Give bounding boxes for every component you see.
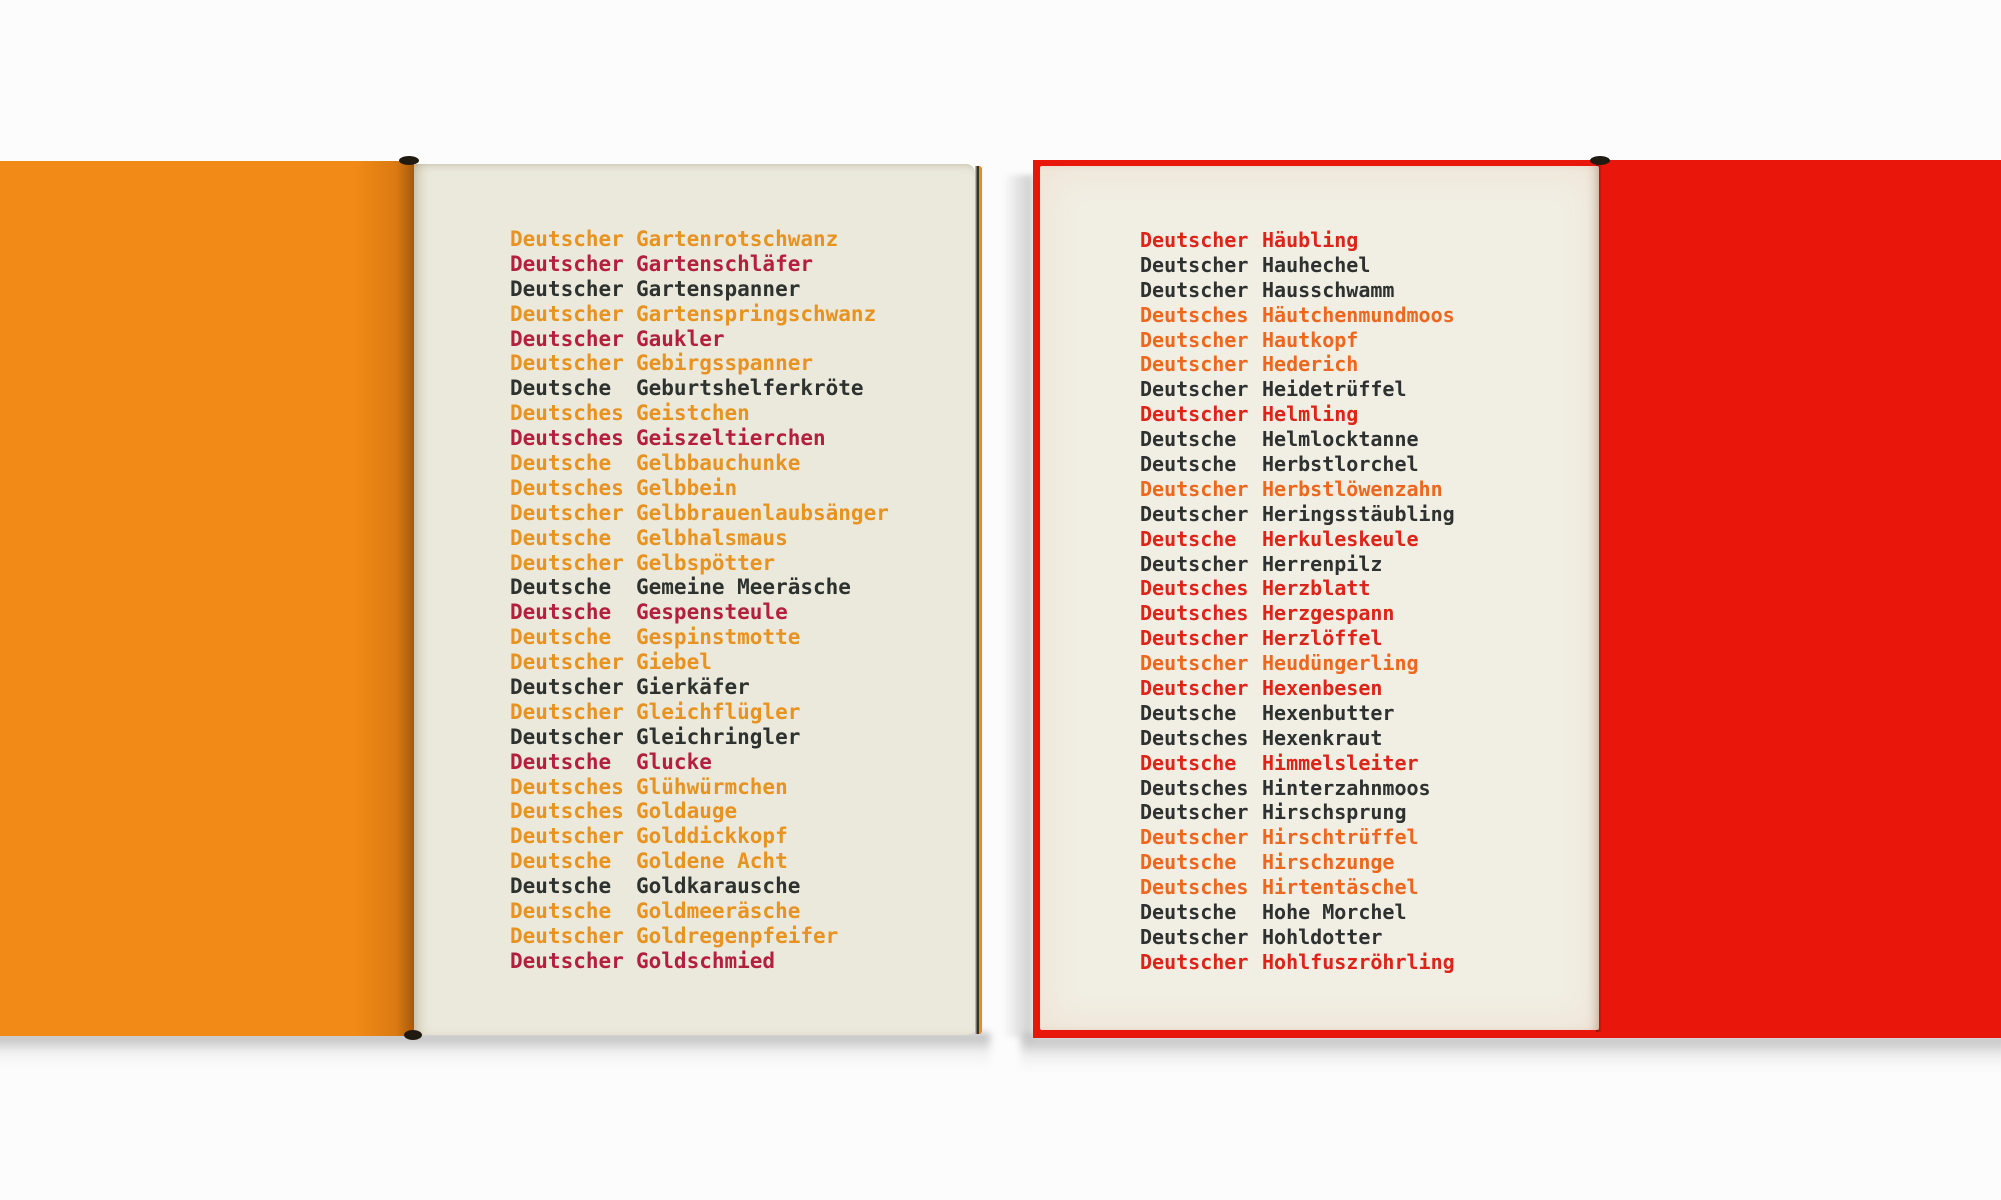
entry-name: Geburtshelferkröte bbox=[636, 376, 864, 401]
entry-article: Deutsche bbox=[1140, 526, 1237, 551]
left-book-spine-notch-top bbox=[399, 156, 419, 165]
entry-name: Glucke bbox=[636, 749, 712, 774]
entry-name: Gartenrotschwanz bbox=[636, 227, 839, 251]
list-entry bbox=[1140, 726, 1455, 751]
entry-name: Hinterzahnmoos bbox=[1262, 775, 1431, 800]
entry-name: Goldkarausche bbox=[636, 874, 801, 899]
entry-name: Hederich bbox=[1262, 352, 1359, 377]
entry-article: Deutsches bbox=[510, 426, 624, 451]
entry-article: Deutsche bbox=[510, 376, 612, 401]
entry-name: Herrenpilz bbox=[1262, 551, 1383, 576]
entry-article: Deutscher bbox=[510, 923, 624, 948]
list-entry bbox=[1140, 776, 1455, 801]
entry-article: Deutsche bbox=[1140, 850, 1237, 875]
list-entry bbox=[510, 501, 889, 526]
entry-article: Deutsches bbox=[510, 774, 624, 799]
list-entry bbox=[1140, 925, 1455, 950]
list-entry bbox=[510, 824, 889, 849]
entry-article: Deutsche bbox=[510, 525, 612, 550]
list-entry bbox=[510, 351, 889, 376]
entry-name: Gelbhalsmaus bbox=[636, 525, 788, 550]
list-entry bbox=[510, 575, 889, 600]
entry-name: Hautkopf bbox=[1262, 327, 1359, 352]
entry-article: Deutscher bbox=[1140, 377, 1249, 402]
entry-name: Herbstlöwenzahn bbox=[1262, 476, 1443, 501]
list-entry bbox=[1140, 502, 1455, 527]
entry-article: Deutscher bbox=[510, 675, 624, 700]
entry-article: Deutscher bbox=[1140, 676, 1249, 701]
list-entry bbox=[510, 401, 889, 426]
entry-name: Glühwürmchen bbox=[636, 774, 788, 799]
entry-article: Deutscher bbox=[1140, 402, 1249, 427]
entry-article: Deutscher bbox=[1140, 501, 1249, 526]
entry-article: Deutscher bbox=[510, 650, 624, 675]
list-entry bbox=[1140, 552, 1455, 577]
entry-article: Deutscher bbox=[1140, 327, 1249, 352]
list-entry bbox=[1140, 751, 1455, 776]
entry-name: Hohe Morchel bbox=[1262, 900, 1407, 925]
entry-article: Deutscher bbox=[510, 227, 624, 251]
entry-name: Helmlocktanne bbox=[1262, 427, 1419, 452]
list-entry bbox=[510, 700, 889, 725]
entry-article: Deutsche bbox=[510, 625, 612, 650]
list-entry bbox=[510, 327, 889, 352]
entry-article: Deutsches bbox=[1140, 601, 1249, 626]
left-book-spine-notch-bottom bbox=[404, 1030, 422, 1040]
entry-article: Deutsches bbox=[1140, 775, 1249, 800]
entry-name: Geiszeltierchen bbox=[636, 426, 826, 451]
entry-name: Herzlöffel bbox=[1262, 626, 1383, 651]
entry-article: Deutsche bbox=[510, 451, 612, 476]
entry-name: Gartenspringschwanz bbox=[636, 301, 877, 326]
list-entry bbox=[510, 277, 889, 302]
entry-article: Deutsche bbox=[1140, 750, 1237, 775]
list-entry bbox=[510, 476, 889, 501]
entry-article: Deutscher bbox=[1140, 277, 1249, 302]
entry-name: Goldauge bbox=[636, 799, 738, 824]
entry-article: Deutscher bbox=[1140, 551, 1249, 576]
entry-article: Deutscher bbox=[510, 301, 624, 326]
entry-name: Gleichringler bbox=[636, 724, 801, 749]
entry-name: Hexenkraut bbox=[1262, 725, 1383, 750]
entry-article: Deutscher bbox=[510, 699, 624, 724]
entry-name: Gleichflügler bbox=[636, 699, 801, 724]
entry-name: Herbstlorchel bbox=[1262, 452, 1419, 477]
left-book-fore-edge bbox=[975, 166, 982, 1034]
list-entry bbox=[1140, 950, 1455, 975]
entry-name: Hauhechel bbox=[1262, 252, 1371, 277]
list-entry bbox=[510, 426, 889, 451]
list-entry bbox=[510, 949, 889, 974]
list-entry bbox=[1140, 328, 1455, 353]
left-book-drop-shadow bbox=[0, 1033, 990, 1067]
right-book-side-shadow bbox=[1003, 175, 1033, 1037]
entry-name: Häubling bbox=[1262, 228, 1359, 252]
list-entry bbox=[1140, 278, 1455, 303]
entry-article: Deutsches bbox=[1140, 576, 1249, 601]
entry-name: Gelbspötter bbox=[636, 550, 776, 575]
entry-article: Deutscher bbox=[510, 724, 624, 749]
entry-name: Hexenbesen bbox=[1262, 676, 1383, 701]
list-entry bbox=[510, 227, 889, 252]
list-entry bbox=[1140, 477, 1455, 502]
entry-name: Hohldotter bbox=[1262, 924, 1383, 949]
entry-article: Deutsche bbox=[510, 575, 612, 600]
entry-name: Hausschwamm bbox=[1262, 277, 1395, 302]
entry-name: Goldmeeräsche bbox=[636, 899, 801, 924]
entry-name: Gebirgsspanner bbox=[636, 351, 814, 376]
list-entry bbox=[1140, 626, 1455, 651]
entry-article: Deutsches bbox=[510, 799, 624, 824]
entry-name: Gelbbein bbox=[636, 475, 738, 500]
list-entry bbox=[1140, 576, 1455, 601]
entry-name: Herzblatt bbox=[1262, 576, 1371, 601]
entry-article: Deutsche bbox=[1140, 900, 1237, 925]
entry-name: Heringsstäubling bbox=[1262, 501, 1455, 526]
entry-article: Deutscher bbox=[510, 948, 624, 973]
entry-name: Goldschmied bbox=[636, 948, 776, 973]
entry-name: Häutchenmundmoos bbox=[1262, 302, 1455, 327]
list-entry bbox=[1140, 377, 1455, 402]
entry-article: Deutsche bbox=[1140, 427, 1237, 452]
entry-article: Deutscher bbox=[510, 326, 624, 351]
left-word-list bbox=[510, 227, 889, 974]
entry-article: Deutsche bbox=[510, 874, 612, 899]
right-book-spine-notch-top bbox=[1590, 156, 1610, 165]
entry-article: Deutscher bbox=[1140, 825, 1249, 850]
entry-name: Gespinstmotte bbox=[636, 625, 801, 650]
entry-article: Deutsches bbox=[510, 475, 624, 500]
entry-name: Giebel bbox=[636, 650, 712, 675]
list-entry bbox=[510, 551, 889, 576]
entry-article: Deutscher bbox=[1140, 949, 1249, 974]
entry-name: Herzgespann bbox=[1262, 601, 1395, 626]
entry-article: Deutscher bbox=[1140, 924, 1249, 949]
right-book-drop-shadow bbox=[1021, 1036, 2001, 1072]
list-entry bbox=[510, 526, 889, 551]
entry-article: Deutscher bbox=[510, 276, 624, 301]
list-entry bbox=[1140, 701, 1455, 726]
entry-name: Hexenbutter bbox=[1262, 700, 1395, 725]
entry-article: Deutsches bbox=[1140, 875, 1249, 900]
entry-name: Heudüngerling bbox=[1262, 651, 1419, 676]
entry-name: Gierkäfer bbox=[636, 675, 750, 700]
list-entry bbox=[1140, 900, 1455, 925]
list-entry bbox=[510, 849, 889, 874]
list-entry bbox=[1140, 651, 1455, 676]
entry-article: Deutscher bbox=[510, 251, 624, 276]
list-entry bbox=[510, 874, 889, 899]
entry-article: Deutsche bbox=[510, 600, 612, 625]
list-entry bbox=[1140, 800, 1455, 825]
list-entry bbox=[1140, 527, 1455, 552]
entry-name: Hohlfuszröhrling bbox=[1262, 949, 1455, 974]
entry-name: Goldregenpfeifer bbox=[636, 923, 839, 948]
list-entry bbox=[1140, 228, 1455, 253]
list-entry bbox=[510, 302, 889, 327]
entry-name: Hirschtrüffel bbox=[1262, 825, 1419, 850]
right-word-list bbox=[1140, 228, 1455, 975]
entry-article: Deutscher bbox=[1140, 252, 1249, 277]
list-entry bbox=[510, 451, 889, 476]
entry-article: Deutscher bbox=[1140, 476, 1249, 501]
entry-name: Gespensteule bbox=[636, 600, 788, 625]
entry-name: Goldene Acht bbox=[636, 849, 788, 874]
entry-name: Gartenspanner bbox=[636, 276, 801, 301]
entry-name: Gelbbauchunke bbox=[636, 451, 801, 476]
list-entry bbox=[1140, 303, 1455, 328]
list-entry bbox=[510, 252, 889, 277]
entry-name: Golddickkopf bbox=[636, 824, 788, 849]
list-entry bbox=[510, 675, 889, 700]
entry-name: Helmling bbox=[1262, 402, 1359, 427]
list-entry bbox=[510, 600, 889, 625]
entry-article: Deutscher bbox=[510, 500, 624, 525]
entry-article: Deutscher bbox=[1140, 800, 1249, 825]
list-entry bbox=[1140, 253, 1455, 278]
list-entry bbox=[1140, 352, 1455, 377]
left-book-orange-page bbox=[0, 161, 414, 1036]
list-entry bbox=[1140, 676, 1455, 701]
list-entry bbox=[1140, 825, 1455, 850]
list-entry bbox=[510, 376, 889, 401]
list-entry bbox=[1140, 850, 1455, 875]
list-entry bbox=[510, 775, 889, 800]
entry-name: Gaukler bbox=[636, 326, 725, 351]
list-entry bbox=[510, 924, 889, 949]
entry-article: Deutsche bbox=[510, 899, 612, 924]
entry-article: Deutsche bbox=[1140, 452, 1237, 477]
entry-name: Hirtentäschel bbox=[1262, 875, 1419, 900]
list-entry bbox=[510, 725, 889, 750]
entry-article: Deutscher bbox=[1140, 228, 1249, 252]
list-entry bbox=[1140, 875, 1455, 900]
entry-article: Deutscher bbox=[1140, 626, 1249, 651]
entry-name: Herkuleskeule bbox=[1262, 526, 1419, 551]
list-entry bbox=[510, 750, 889, 775]
entry-article: Deutsches bbox=[1140, 302, 1249, 327]
list-entry bbox=[1140, 601, 1455, 626]
entry-name: Himmelsleiter bbox=[1262, 750, 1419, 775]
list-entry bbox=[510, 799, 889, 824]
entry-article: Deutsches bbox=[1140, 725, 1249, 750]
entry-article: Deutsche bbox=[1140, 700, 1237, 725]
entry-article: Deutscher bbox=[510, 351, 624, 376]
entry-name: Geistchen bbox=[636, 401, 750, 426]
entry-article: Deutscher bbox=[1140, 651, 1249, 676]
entry-name: Gartenschläfer bbox=[636, 251, 814, 276]
entry-name: Hirschsprung bbox=[1262, 800, 1407, 825]
entry-article: Deutsches bbox=[510, 401, 624, 426]
entry-article: Deutsche bbox=[510, 849, 612, 874]
entry-article: Deutscher bbox=[510, 824, 624, 849]
entry-name: Heidetrüffel bbox=[1262, 377, 1407, 402]
list-entry bbox=[510, 625, 889, 650]
list-entry bbox=[1140, 402, 1455, 427]
entry-name: Hirschzunge bbox=[1262, 850, 1395, 875]
entry-name: Gelbbrauenlaubsänger bbox=[636, 500, 889, 525]
entry-article: Deutsche bbox=[510, 749, 612, 774]
entry-name: Gemeine Meeräsche bbox=[636, 575, 851, 600]
list-entry bbox=[510, 899, 889, 924]
list-entry bbox=[1140, 452, 1455, 477]
list-entry bbox=[510, 650, 889, 675]
entry-article: Deutscher bbox=[1140, 352, 1249, 377]
entry-article: Deutscher bbox=[510, 550, 624, 575]
list-entry bbox=[1140, 427, 1455, 452]
